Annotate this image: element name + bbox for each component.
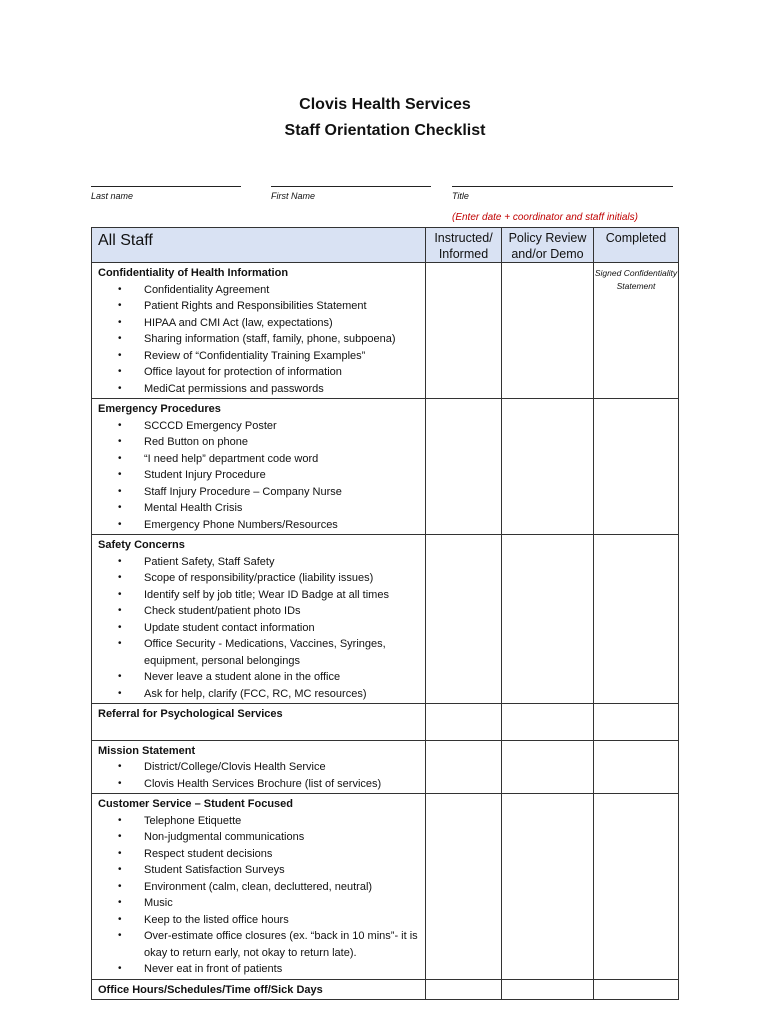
list-item: • Office layout for protection of information	[92, 364, 421, 381]
list-item: • Office Security - Medications, Vaccines, Syringes, equipment, personal belongings	[92, 636, 421, 669]
list-item: • MediCat permissions and passwords	[92, 381, 421, 398]
completed-cell[interactable]	[594, 263, 679, 399]
list-item: • Patient Rights and Responsibilities Statement	[92, 298, 421, 315]
list-item: • District/College/Clovis Health Service	[92, 759, 421, 776]
policy-review-cell[interactable]	[502, 263, 594, 399]
policy-review-header: Policy Review and/or Demo	[502, 228, 594, 263]
list-item: • Music	[92, 895, 421, 912]
list-item: • Check student/patient photo IDs	[92, 603, 421, 620]
section-title: Mission Statement	[98, 744, 196, 757]
list-item: • Staff Injury Procedure – Company Nurse	[92, 484, 421, 501]
list-item: • Never leave a student alone in the office	[92, 669, 421, 686]
last-name-field[interactable]	[91, 176, 241, 201]
item-list	[92, 813, 425, 978]
first-name-label: First Name	[271, 191, 316, 201]
section-cell	[92, 794, 426, 980]
completed-cell[interactable]	[594, 740, 679, 794]
table-row	[92, 263, 679, 399]
list-item: • Mental Health Crisis	[92, 500, 421, 517]
list-item: • Ask for help, clarify (FCC, RC, MC resources)	[92, 686, 421, 703]
table-row	[92, 704, 679, 741]
instructed-cell[interactable]	[426, 263, 502, 399]
section-title: Emergency Procedures	[98, 403, 221, 415]
instructed-cell[interactable]	[426, 399, 502, 535]
section-cell	[92, 740, 426, 794]
title-label: Title	[452, 191, 469, 201]
policy-review-cell[interactable]	[502, 979, 594, 1000]
instructed-cell[interactable]	[426, 979, 502, 1000]
list-item: • Update student contact information	[92, 620, 421, 637]
list-item: • Non-judgmental communications	[92, 829, 421, 846]
list-item: • “I need help” department code word	[92, 451, 421, 468]
policy-review-cell[interactable]	[502, 399, 594, 535]
signed-statement-note: Signed Confidentiality Statement	[594, 268, 678, 291]
list-item: • Review of “Confidentiality Training Examples”	[92, 348, 421, 365]
section-cell	[92, 704, 426, 741]
policy-review-cell[interactable]	[502, 740, 594, 794]
all-staff-header: All Staff	[92, 228, 426, 263]
list-item: • Never eat in front of patients	[92, 961, 421, 978]
section-cell	[92, 263, 426, 399]
item-list	[92, 418, 425, 534]
completed-cell[interactable]	[594, 794, 679, 980]
table-row	[92, 794, 679, 980]
section-cell	[92, 399, 426, 535]
list-item: • Patient Safety, Staff Safety	[92, 554, 421, 571]
table-row	[92, 740, 679, 794]
first-name-field[interactable]	[271, 176, 431, 201]
list-item: • Emergency Phone Numbers/Resources	[92, 517, 421, 534]
document-title: Staff Orientation Checklist	[284, 122, 486, 139]
checklist-table	[91, 227, 679, 1000]
completed-cell[interactable]	[594, 704, 679, 741]
instruction-note: (Enter date + coordinator and staff initials)	[452, 212, 638, 223]
title-field[interactable]	[452, 176, 673, 201]
completed-cell[interactable]	[594, 979, 679, 1000]
list-item: • Telephone Etiquette	[92, 813, 421, 830]
list-item: • SCCCD Emergency Poster	[92, 418, 421, 435]
section-title: Customer Service – Student Focused	[98, 798, 293, 810]
table-row	[92, 535, 679, 704]
list-item: • Scope of responsibility/practice (liability issues)	[92, 570, 421, 587]
item-list	[92, 282, 425, 398]
item-list	[92, 759, 425, 792]
policy-review-cell[interactable]	[502, 535, 594, 704]
policy-review-cell[interactable]	[502, 794, 594, 980]
section-title: Safety Concerns	[98, 539, 185, 551]
instructed-header: Instructed/ Informed	[426, 228, 502, 263]
table-header-row	[92, 228, 679, 263]
list-item: • HIPAA and CMI Act (law, expectations)	[92, 315, 421, 332]
last-name-line	[91, 176, 241, 187]
instructed-cell[interactable]	[426, 794, 502, 980]
list-item: • Respect student decisions	[92, 846, 421, 863]
list-item: • Student Satisfaction Surveys	[92, 862, 421, 879]
completed-cell[interactable]	[594, 535, 679, 704]
list-item: • Keep to the listed office hours	[92, 912, 421, 929]
completed-cell[interactable]	[594, 399, 679, 535]
table-row	[92, 979, 679, 1000]
list-item: • Identify self by job title; Wear ID Badge at all times	[92, 587, 421, 604]
list-item: • Over-estimate office closures (ex. “back in 10 mins”- it is okay to return early, not okay to return late).	[92, 928, 421, 961]
organization-title: Clovis Health Services	[299, 96, 471, 113]
section-cell	[92, 979, 426, 1000]
list-item: • Environment (calm, clean, decluttered, neutral)	[92, 879, 421, 896]
section-title: Office Hours/Schedules/Time off/Sick Days	[98, 983, 323, 996]
section-title: Confidentiality of Health Information	[98, 267, 289, 279]
policy-review-cell[interactable]	[502, 704, 594, 741]
section-cell	[92, 535, 426, 704]
list-item: • Sharing information (staff, family, phone, subpoena)	[92, 331, 421, 348]
instructed-cell[interactable]	[426, 740, 502, 794]
checklist-body	[92, 263, 679, 1000]
list-item: • Clovis Health Services Brochure (list of services)	[92, 776, 421, 793]
list-item: • Red Button on phone	[92, 434, 421, 451]
list-item: • Confidentiality Agreement	[92, 282, 421, 299]
completed-header: Completed	[594, 228, 679, 263]
section-title: Referral for Psychological Services	[98, 708, 283, 720]
instructed-cell[interactable]	[426, 704, 502, 741]
table-row	[92, 399, 679, 535]
first-name-line	[271, 176, 431, 187]
instructed-cell[interactable]	[426, 535, 502, 704]
list-item: • Student Injury Procedure	[92, 467, 421, 484]
last-name-label: Last name	[91, 191, 134, 201]
title-line	[452, 176, 673, 187]
item-list	[92, 554, 425, 703]
